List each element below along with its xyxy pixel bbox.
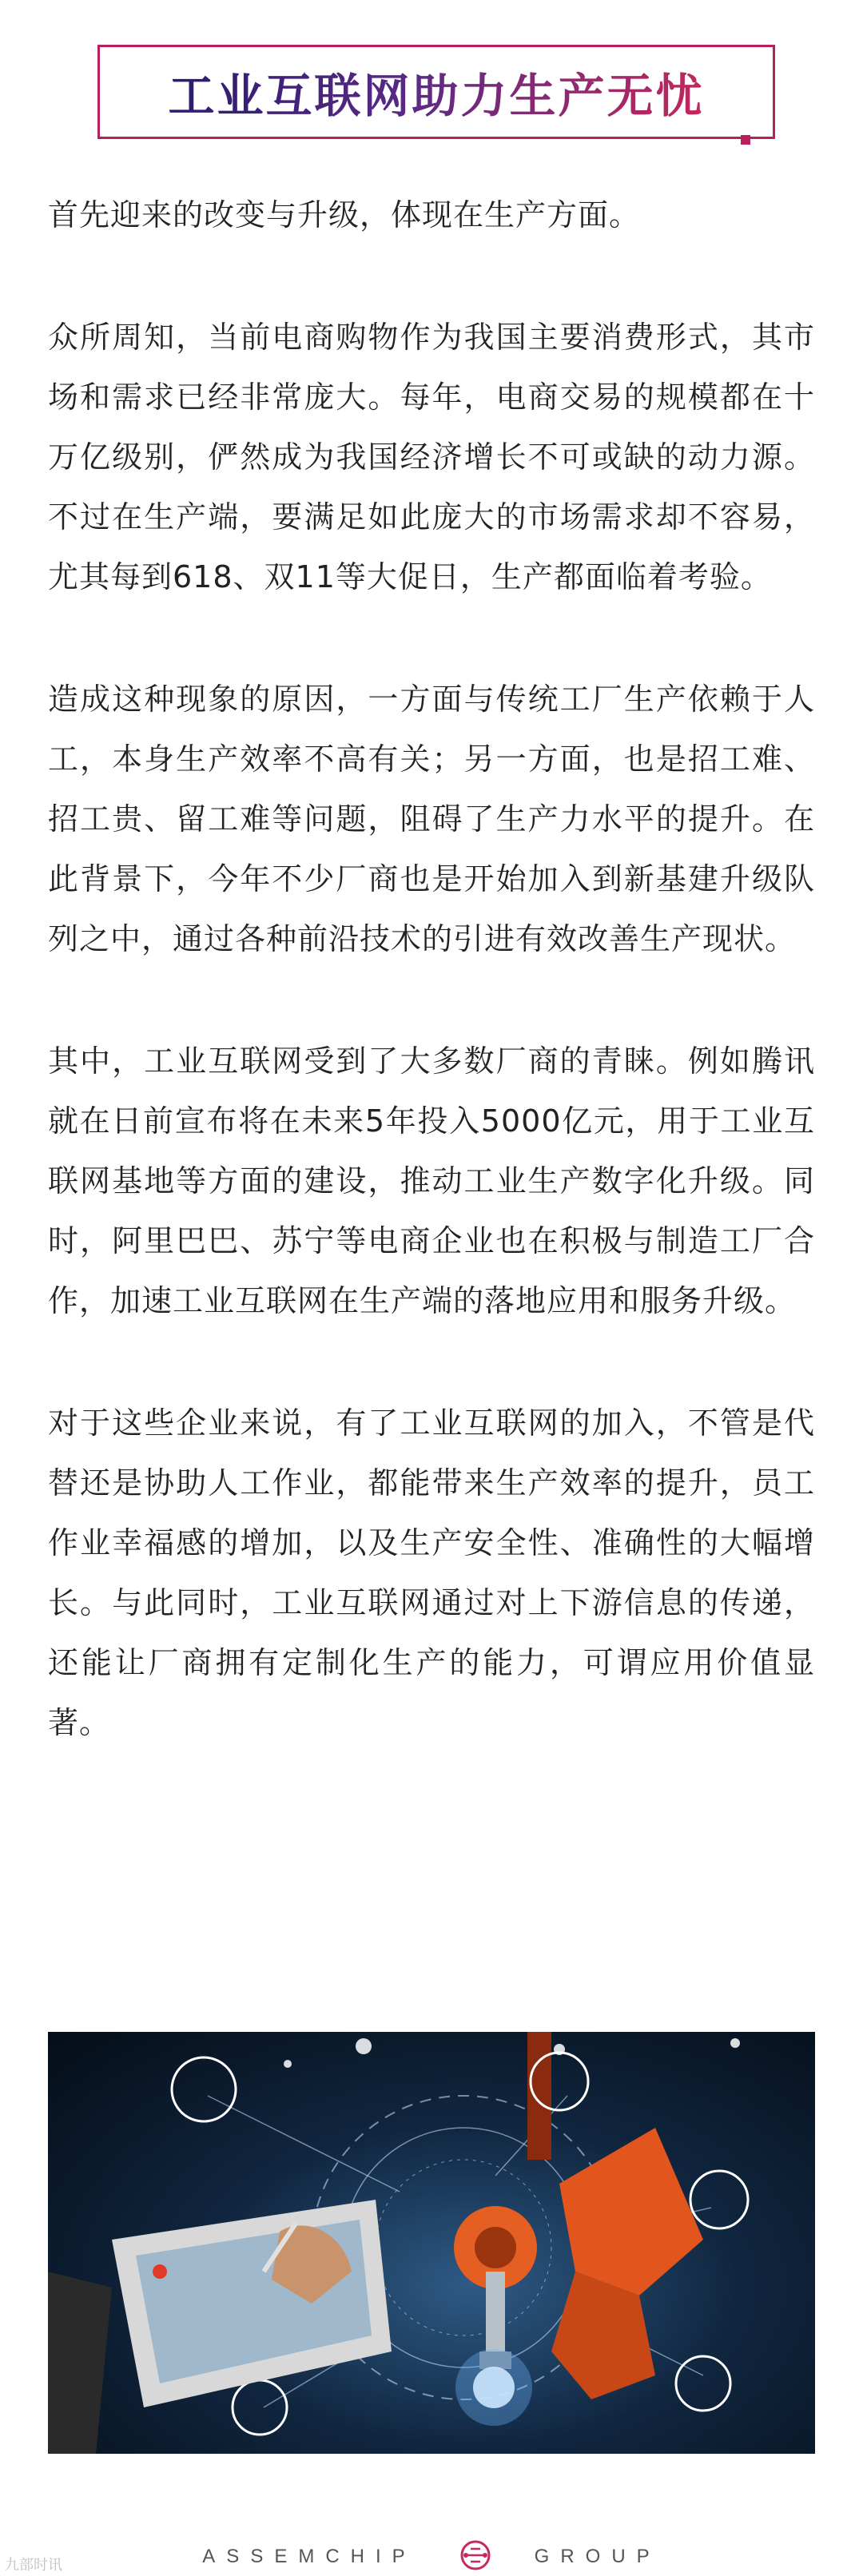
title-corner-accent [741, 135, 750, 145]
paragraph-ecommerce: 众所周知，当前电商购物作为我国主要消费形式，其市场和需求已经非常庞大。每年，电商交易的规模都在十万亿级别，俨然成为我国经济增长不可或缺的动力源。不过在生产端，要满足如此庞大的市场需求却不容易，尤其每到618、双11等大促日，生产都面临着考验。 [48, 320, 815, 594]
circuit-logo-icon [451, 2538, 499, 2576]
welding-spark [455, 2349, 532, 2426]
footer [0, 2541, 863, 2573]
article-body [48, 185, 815, 1815]
page-title: 工业互联网助力生产无忧 [168, 58, 704, 125]
ceiling-lights [284, 2038, 740, 2068]
paragraph-causes: 造成这种现象的原因，一方面与传统工厂生产依赖于人工，本身生产效率不高有关；另一方面，也是招工难、招工贵、留工难等问题，阻碍了生产力水平的提升。在此背景下，今年不少厂商也是开始加入到新基建升级队列之中，通过各种前沿技术的引进有效改善生产现状。 [48, 682, 815, 956]
source-watermark: 九部时讯 [5, 2557, 62, 2574]
paragraph-benefits: 对于这些企业来说，有了工业互联网的加入，不管是代替还是协助人工作业，都能带来生产效率的提升，员工作业幸福感的增加，以及生产安全性、准确性的大幅增长。与此同时，工业互联网通过对上下游信息的传递，还能让厂商拥有定制化生产的能力，可谓应用价值显著。 [48, 1405, 815, 1740]
industrial-robot-photo [48, 2032, 815, 2454]
tablet-with-hand [48, 2200, 392, 2454]
paragraph-industrial-internet: 其中，工业互联网受到了大多数厂商的青睐。例如腾讯就在日前宣布将在未来5年投入5000亿元，用于工业互联网基地等方面的建设，推动工业生产数字化升级。同时，阿里巴巴、苏宁等电商企业也在积极与制造工厂合作，加速工业互联网在生产端的落地应用和服务升级。 [48, 1044, 815, 1318]
robot-arm [454, 2032, 703, 2399]
title-frame [97, 45, 775, 139]
robot-illustration [48, 2032, 815, 2454]
footer-brand-right: GROUP [534, 2546, 661, 2567]
paragraph-intro: 首先迎来的改变与升级，体现在生产方面。 [48, 197, 641, 233]
footer-brand-left: ASSEMCHIP [202, 2546, 416, 2567]
